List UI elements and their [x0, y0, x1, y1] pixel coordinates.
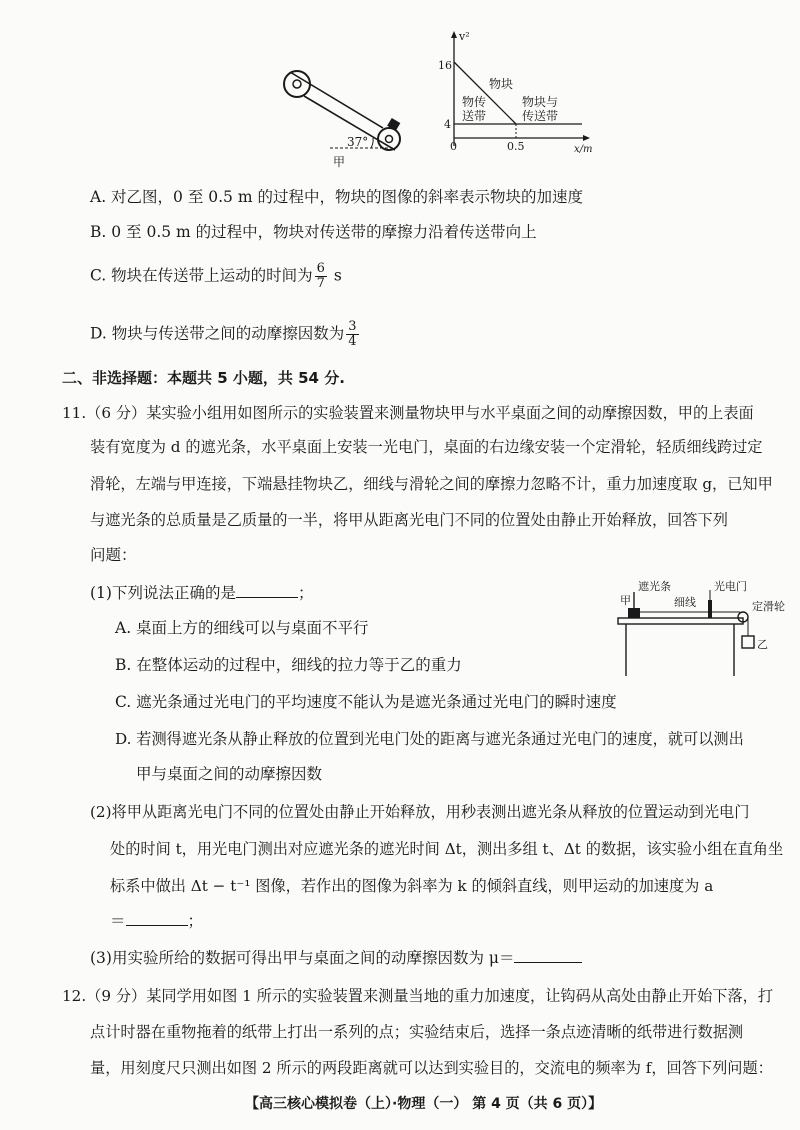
answer-blank-2[interactable]: [126, 911, 188, 926]
fraction-3-4: $\frac{3}{4}$: [348, 319, 357, 349]
label-yi: 乙: [757, 638, 768, 651]
y-axis-label: v²: [459, 30, 470, 43]
option-a: A. 对乙图，0 至 0.5 m 的过程中，物块的图像的斜率表示物块的加速度: [90, 188, 583, 206]
q11-part2-line-1: (2)将甲从距离光电门不同的位置处由静止开始释放，用秒表测出遮光条从释放的位置运动到光电门: [90, 803, 750, 821]
option-d-text: D. 物块与传送带之间的动摩擦因数为: [90, 324, 345, 343]
label-guangdianmen: 光电门: [714, 580, 747, 593]
page-footer: 【高三核心模拟卷（上）·物理（一） 第 4 页（共 6 页）】: [245, 1096, 603, 1112]
option-c: [90, 262, 342, 291]
x-axis-label: x/m: [574, 144, 593, 155]
q12-line-2: 点计时器在重物拖着的纸带上打出一系列的点；实验结束后，选择一条点迹清晰的纸带进行数据测: [90, 1023, 744, 1041]
q11-option-d-1: D. 若测得遮光条从静止释放的位置到光电门处的距离与遮光条通过光电门的速度，就可以测出: [115, 730, 744, 748]
label-wukuai: 物块: [489, 77, 514, 91]
x-tick-0: 0: [450, 140, 457, 153]
q11-line-2: 装有宽度为 d 的遮光条，水平桌面上安装一光电门，桌面的右边缘安装一个定滑轮，轻质细线跨过定: [90, 438, 763, 456]
section-heading: 二、非选择题：本题共 5 小题，共 54 分.: [62, 369, 345, 387]
figure-caption-jia: 甲: [333, 155, 346, 169]
label-yu-1: 物块与: [522, 95, 559, 109]
option-d: [90, 320, 361, 349]
q11-option-a: A. 桌面上方的细线可以与桌面不平行: [115, 619, 369, 637]
v2-x-graph: [432, 28, 602, 158]
angle-label: 37°: [347, 135, 369, 149]
label-xixian: 细线: [674, 596, 696, 609]
option-c-unit: s: [333, 266, 342, 285]
option-c-text: C. 物块在传送带上运动的时间为: [90, 266, 313, 285]
answer-blank-3[interactable]: [514, 948, 582, 963]
fraction-6-7: $\frac{6}{7}$: [316, 261, 325, 291]
label-wuchuan-1: 物传: [462, 95, 487, 109]
apparatus-figure: [612, 578, 800, 678]
q11-line-4: 与遮光条的总质量是乙质量的一半，将甲从距离光电门不同的位置处由静止开始释放，回答下列: [90, 511, 728, 529]
q11-option-c: C. 遮光条通过光电门的平均速度不能认为是遮光条通过光电门的瞬时速度: [115, 693, 617, 711]
q11-option-b: B. 在整体运动的过程中，细线的拉力等于乙的重力: [115, 656, 462, 674]
q12-line-3: 量，用刻度尺只测出如图 2 所示的两段距离就可以达到实验目的，交流电的频率为 f，回答下列问题：: [90, 1059, 773, 1077]
conveyor-figure: [275, 62, 415, 172]
q11-line-3: 滑轮，左端与甲连接，下端悬挂物块乙，细线与滑轮之间的摩擦力忽略不计，重力加速度取 g，已知甲: [90, 475, 773, 493]
label-dinghualun: 定滑轮: [752, 600, 785, 613]
label-jia: 甲: [620, 594, 631, 607]
q11-part1: (1)下列说法正确的是 ；: [90, 584, 314, 602]
y-tick-16: 16: [438, 59, 452, 72]
q11-part2-line-3: 标系中做出 Δt − t⁻¹ 图像，若作出的图像为斜率为 k 的倾斜直线，则甲运动的加速度为 a: [110, 877, 714, 895]
label-wuchuan-2: 送带: [462, 109, 487, 123]
label-yu-2: 传送带: [522, 109, 559, 123]
option-b: B. 0 至 0.5 m 的过程中，物块对传送带的摩擦力沿着传送带向上: [90, 223, 537, 241]
q11-part2-line-4: ＝ ；: [110, 912, 204, 930]
q11-part2-line-2: 处的时间 t，用光电门测出对应遮光条的遮光时间 Δt，测出多组 t、Δt 的数据，该实验小组在直角坐: [110, 840, 784, 858]
q11-part3: (3)用实验所给的数据可得出甲与桌面之间的动摩擦因数为 μ＝: [90, 948, 582, 968]
answer-blank-1[interactable]: [236, 583, 298, 598]
q12-line-1: 12.（9 分）某同学用如图 1 所示的实验装置来测量当地的重力加速度，让钩码从高处由静止开始下落，打: [62, 987, 774, 1005]
q11-line-5: 问题：: [90, 546, 137, 564]
label-zheguangtiao: 遮光条: [638, 580, 671, 593]
x-tick-05: 0.5: [507, 140, 525, 153]
q11-option-d-2: 甲与桌面之间的动摩擦因数: [136, 765, 323, 783]
q11-line-1: 11.（6 分）某实验小组用如图所示的实验装置来测量物块甲与水平桌面之间的动摩擦因数，甲的上表面: [62, 404, 754, 422]
y-tick-4: 4: [444, 118, 451, 131]
